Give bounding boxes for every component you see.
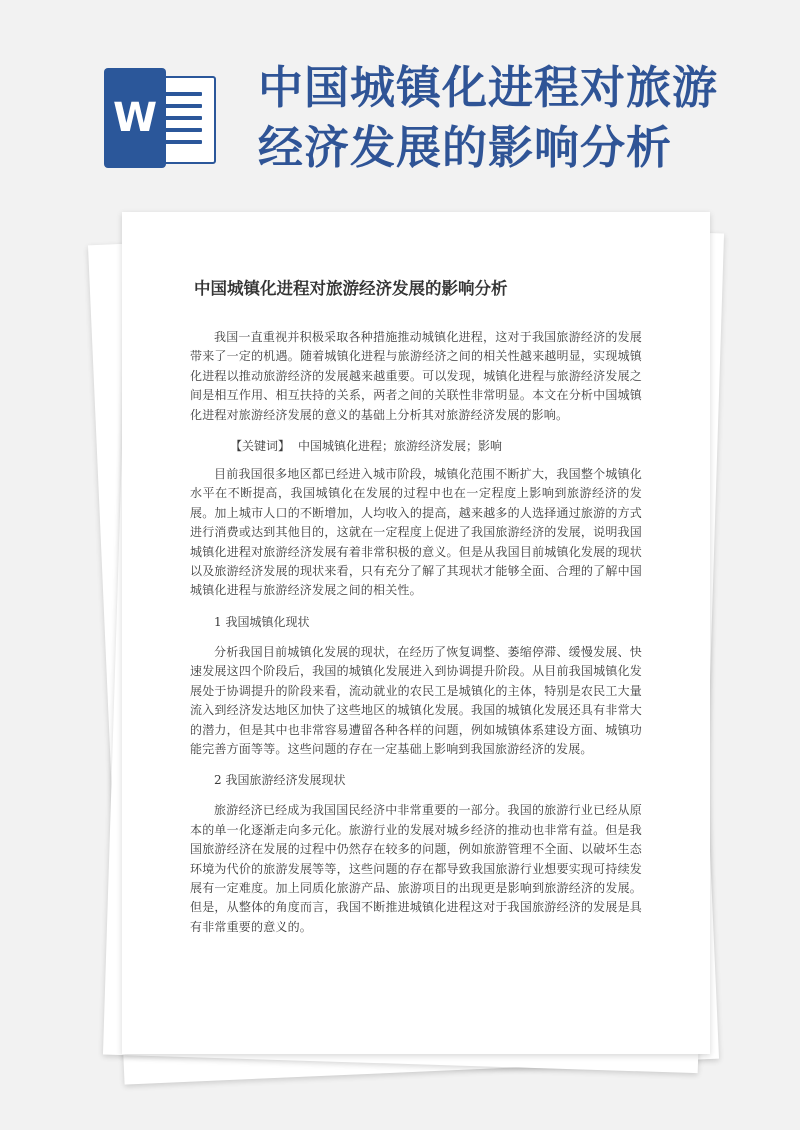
word-logo-tile: W [104, 68, 166, 168]
word-document-icon [104, 68, 216, 168]
intro-paragraph: 目前我国很多地区都已经进入城市阶段，城镇化范围不断扩大，我国整个城镇化水平在不断提高，我国城镇化在发展的过程中也在一定程度上影响到旅游经济的发展。加上城市人口的不断增加，人均收入的提高，越来越多的人选择通过旅游的方式进行消费或达到其他目的，这就在一定程度上促进了我国旅游经济的发展，说明我国城镇化进程对旅游经济发展有着非常积极的意义。但是从我国目前城镇化发展的现状以及旅游经济发展的现状来看，只有充分了解了其现状才能够全面、合理的了解中国城镇化进程与旅游经济发展之间的相关性。 [190, 467, 642, 598]
document-title: 中国城镇化进程对旅游经济发展的影响分析 [194, 279, 508, 298]
banner-title: 中国城镇化进程对旅游经济发展的影响分析 [258, 61, 719, 174]
section1-heading: 1 我国城镇化现状 [214, 614, 310, 629]
keywords-label: 【关键词】 [230, 439, 291, 454]
banner [0, 0, 800, 200]
keywords-text: 中国城镇化进程；旅游经济发展；影响 [298, 439, 503, 454]
document-content [190, 276, 642, 948]
section2-heading: 2 我国旅游经济发展现状 [214, 773, 346, 788]
section2-paragraph: 旅游经济已经成为我国国民经济中非常重要的一部分。我国的旅游行业已经从原本的单一化逐渐走向多元化。旅游行业的发展对城乡经济的推动也非常有益。但是我国旅游经济在发展的过程中仍然存在较多的问题，例如旅游管理不全面、以破坏生态环境为代价的旅游发展等等，这些问题的存在都导致我国旅游行业想要实现可持续发展有一定难度。加上同质化旅游产品、旅游项目的出现更是影响到旅游经济的发展。但是，从整体的角度而言，我国不断推进城镇化进程这对于我国旅游经济的发展是具有非常重要的意义的。 [190, 803, 642, 934]
section1-paragraph: 分析我国目前城镇化发展的现状，在经历了恢复调整、萎缩停滞、缓慢发展、快速发展这四个阶段后，我国的城镇化发展进入到协调提升阶段。从目前我国城镇化发展处于协调提升的阶段来看，流动就业的农民工是城镇化的主体，特别是农民工大量流入到经济发达地区加快了这些地区的城镇化发展。我国的城镇化发展还具有非常大的潜力，但是其中也非常容易遭留各种各样的问题，例如城镇体系建设方面、城镇功能完善方面等等。这些问题的存在一定基础上影响到我国旅游经济的发展。 [190, 644, 642, 756]
keywords-line [190, 436, 642, 456]
abstract-paragraph: 我国一直重视并积极采取各种措施推动城镇化进程，这对于我国旅游经济的发展带来了一定的机遇。随着城镇化进程与旅游经济之间的相关性越来越明显，实现城镇化进程以推动旅游经济的发展越来越重要。可以发现，城镇化进程与旅游经济发展之间是相互作用、相互扶持的关系，两者之间的关联性非常明显。本文在分析中国城镇化进程对旅游经济发展的意义的基础上分析其对旅游经济发展的影响。 [190, 330, 642, 422]
